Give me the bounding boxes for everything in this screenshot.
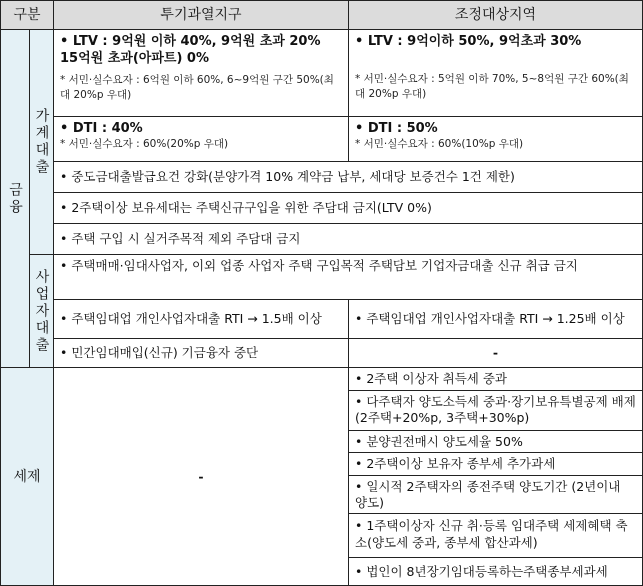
- business-row-ban-text: • 주택매매·임대사업자, 이외 업종 사업자 주택 구입목적 주택담보 기업자금대출 신규 취급 금지: [60, 258, 578, 273]
- tax-item: • 분양권전매시 양도세율 50%: [349, 431, 642, 453]
- category-finance: [0, 29, 30, 368]
- header-adjusted-zone: 조정대상지역: [348, 0, 643, 30]
- ltv-adjusted-cell: [348, 29, 643, 117]
- rental-fund-speculative-cell: [53, 338, 349, 368]
- household-row-residence: [53, 223, 643, 255]
- tax-item: • 법인이 8년장기임대등록하는주택종부세과세: [355, 563, 608, 579]
- ltv-speculative-main: • LTV : 9억원 이하 40%, 9억원 초과 20% 15억원 초과(아파트) 0%: [60, 34, 321, 66]
- tax-speculative-text: -: [198, 468, 204, 484]
- rti-adjusted-text: • 주택임대업 개인사업자대출 RTI → 1.25배 이상: [355, 311, 625, 326]
- tax-item: • 2주택 이상자 취득세 중과: [349, 368, 642, 391]
- household-row-residence-text: • 주택 구입 시 실거주목적 제외 주담대 금지: [60, 231, 301, 246]
- rti-speculative-cell: [53, 299, 349, 339]
- dti-speculative-cell: [53, 116, 349, 162]
- household-row-multi-home: [53, 192, 643, 224]
- rental-fund-adjusted-text: -: [492, 345, 499, 360]
- business-row-ban: [53, 254, 643, 300]
- tax-item: • 2주택이상 보유자 종부세 추가과세: [349, 453, 642, 476]
- category-business-loan: [29, 254, 54, 368]
- rti-adjusted-cell: [348, 299, 643, 339]
- category-household-loan: [29, 29, 54, 255]
- category-household-loan-label: 가계대출: [33, 108, 50, 176]
- ltv-adjusted-note: * 서민·실수요자 : 5억원 이하 70%, 5~8억원 구간 60%(최대 20%p 우대): [355, 73, 629, 100]
- rti-speculative-text: • 주택임대업 개인사업자대출 RTI → 1.5배 이상: [60, 311, 322, 326]
- header-speculative-zone: 투기과열지구: [53, 0, 349, 30]
- household-row-multi-home-text: • 2주택이상 보유세대는 주택신규구입을 위한 주담대 금지(LTV 0%): [60, 200, 432, 215]
- category-finance-label: 금융: [7, 181, 23, 216]
- tax-adjusted-cell: [348, 367, 643, 586]
- dti-adjusted-note: * 서민·실수요자 : 60%(10%p 우대): [355, 138, 524, 150]
- dti-speculative-note: * 서민·실수요자 : 60%(20%p 우대): [60, 138, 229, 150]
- ltv-adjusted-main: • LTV : 9억이하 50%, 9억초과 30%: [355, 34, 582, 49]
- header-category: 구분: [0, 0, 54, 30]
- tax-speculative-cell: [53, 367, 349, 586]
- dti-adjusted-main: • DTI : 50%: [355, 121, 438, 136]
- household-row-midpayment: [53, 161, 643, 193]
- category-tax-label: 세제: [13, 468, 41, 485]
- rental-fund-adjusted-cell: [348, 338, 643, 368]
- tax-item: • 다주택자 양도소득세 중과·장기보유특별공제 배제(2주택+20%p, 3주택+30%p): [349, 391, 642, 431]
- dti-speculative-main: • DTI : 40%: [60, 121, 143, 136]
- dti-adjusted-cell: [348, 116, 643, 162]
- category-tax: [0, 367, 54, 586]
- rental-fund-speculative-text: • 민간임대매입(신규) 기금융자 중단: [60, 345, 259, 360]
- tax-item: • 1주택이상자 신규 취·등록 임대주택 세제혜택 축소(양도세 중과, 종부세 합산과세): [349, 514, 642, 558]
- tax-item: • 일시적 2주택자의 종전주택 양도기간 (2년이내 양도): [349, 476, 642, 514]
- ltv-speculative-cell: [53, 29, 349, 117]
- household-row-midpayment-text: • 중도금대출발급요건 강화(분양가격 10% 계약금 납부, 세대당 보증건수 1건 제한): [60, 169, 515, 184]
- category-business-loan-label: 사업자대출: [33, 268, 50, 354]
- ltv-speculative-note: * 서민·실수요자 : 6억원 이하 60%, 6~9억원 구간 50%(최대 20%p 우대): [60, 74, 334, 101]
